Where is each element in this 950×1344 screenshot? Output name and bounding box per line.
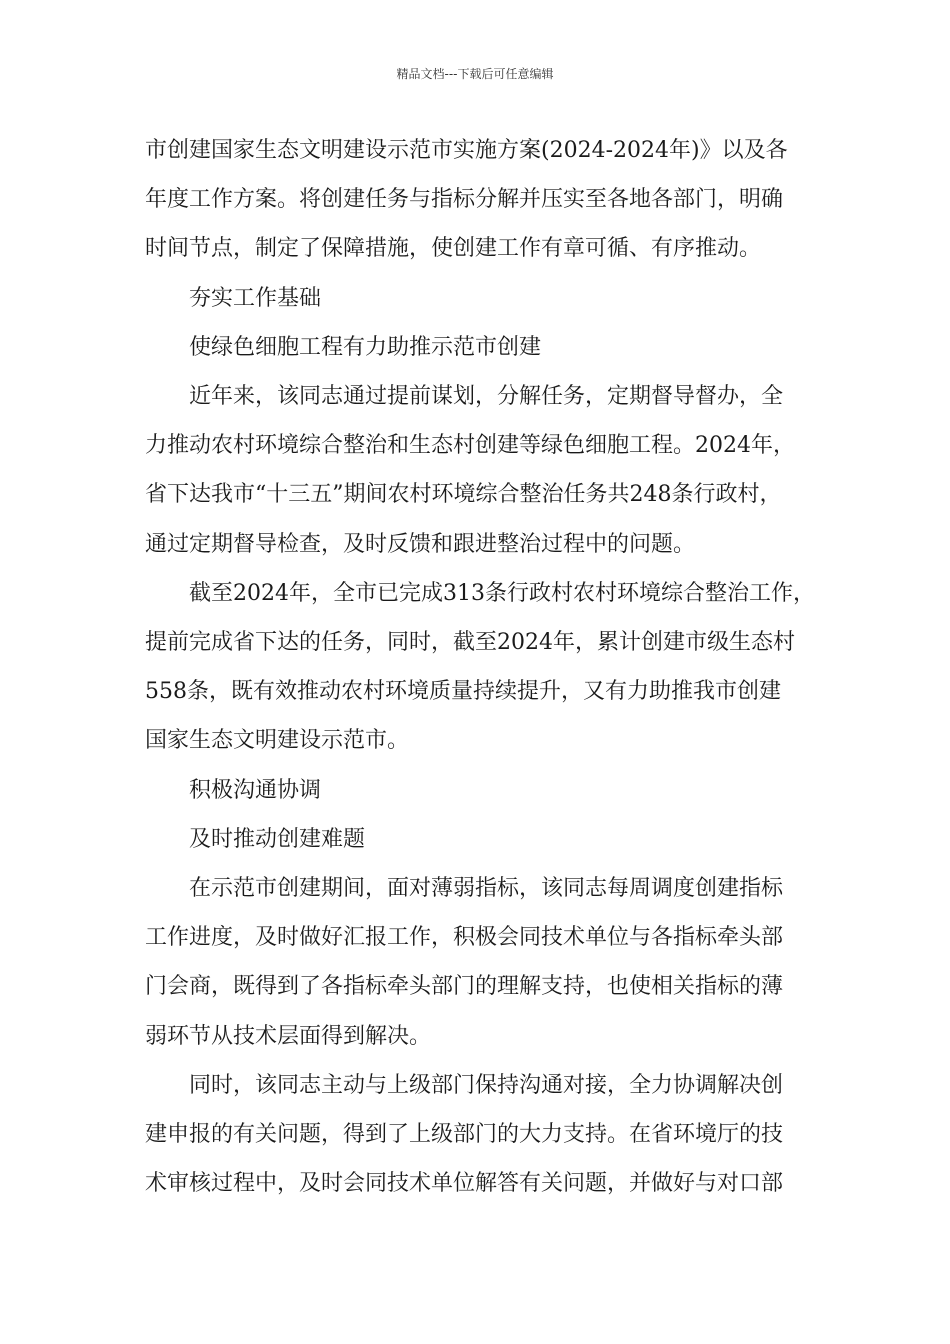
text-line: 年度工作方案。将创建任务与指标分解并压实至各地各部门，明确 [145,187,784,213]
text-line: 积极沟通协调 [189,777,322,803]
text-line: 弱环节从技术层面得到解决。 [145,1023,432,1049]
text-line: 力推动农村环境综合整治和生态村创建等绿色细胞工程。2024年， [145,433,795,459]
text-line: 市创建国家生态文明建设示范市实施方案(2024-2024年)》以及各 [145,138,788,163]
paragraph [145,372,827,569]
text-line: 省下达我市“十三五”期间农村环境综合整治任务共248条行政村， [145,482,782,508]
text-line: 提前完成省下达的任务，同时，截至2024年，累计创建市级生态村 [145,630,795,656]
section-subheading [145,323,827,372]
text-line: 国家生态文明建设示范市。 [145,728,410,754]
text-line: 夯实工作基础 [189,285,322,311]
text-line: 建申报的有关问题，得到了上级部门的大力支持。在省环境厅的技 [145,1122,784,1148]
text-line: 时间节点，制定了保障措施，使创建工作有章可循、有序推动。 [145,236,762,262]
paragraph [145,1061,827,1209]
text-line: 使绿色细胞工程有力助推示范市创建 [189,334,542,360]
text-line: 工作进度，及时做好汇报工作，积极会同技术单位与各指标牵头部 [145,925,784,951]
page-header: 精品文档---下载后可任意编辑 [396,67,554,81]
text-line: 通过定期督导检查，及时反馈和跟进整治过程中的问题。 [145,531,696,557]
section-heading [145,766,827,815]
text-line: 截至2024年，全市已完成313条行政村农村环境综合整治工作， [189,580,815,606]
text-line: 同时，该同志主动与上级部门保持沟通对接，全力协调解决创 [189,1072,784,1098]
text-line: 在示范市创建期间，面对薄弱指标，该同志每周调度创建指标 [189,876,784,902]
paragraph [145,569,827,766]
section-subheading [145,815,827,864]
section-heading [145,274,827,323]
document-body [145,126,827,1208]
text-line: 及时推动创建难题 [189,826,366,852]
text-line: 术审核过程中，及时会同技术单位解答有关问题，并做好与对口部 [145,1171,784,1197]
text-line: 门会商，既得到了各指标牵头部门的理解支持，也使相关指标的薄 [145,974,784,1000]
paragraph [145,864,827,1061]
paragraph-continuation [145,126,827,274]
text-line: 558条，既有效推动农村环境质量持续提升，又有力助推我市创建 [145,679,781,705]
text-line: 近年来，该同志通过提前谋划，分解任务，定期督导督办，全 [189,384,784,410]
